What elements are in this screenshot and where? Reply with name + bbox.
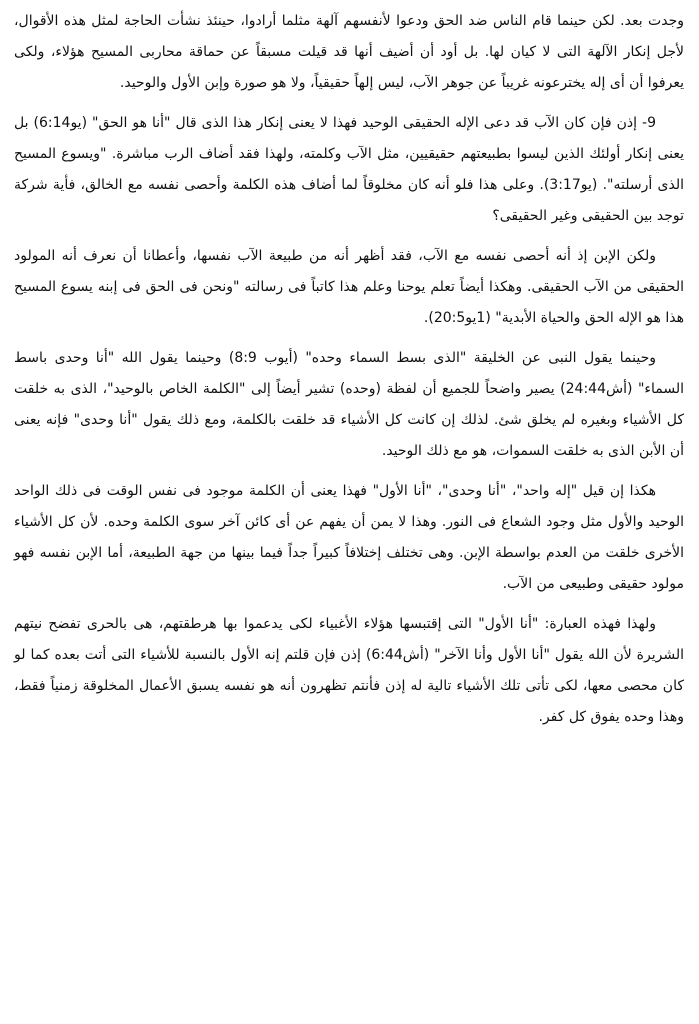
paragraph-5: هكذا إن قيل "إله واحد"، "أنا وحدى"، "أنا الأول" فهذا يعنى أن الكلمة موجود فى نفس الوقت فى ذلك الواحد الوحيد والأول مثل وجود الشعاع فى النور. وهذا لا يمن أن يفهم عن أى كائن آخر سوى الكلمة وحده. لأن كل الأشياء الأخرى خلقت من العدم بواسطة الإبن. وهى تختلف إختلافاً كبيراً جداً فيما بينها من جهة الطبيعة، أما الإبن نفسه فهو مولود حقيقى وطبيعى من الآب.: [14, 483, 684, 592]
paragraph-6: ولهذا فهذه العبارة: "أنا الأول" التى إقتبسها هؤلاء الأغبياء لكى يدعموا بها هرطقتهم، هى بالحرى تفضح نيتهم الشريرة لأن الله يقول "أنا الأول وأنا الآخر" (أش6:44) إذن فإن قلتم إنه الأول بالنسبة للأشياء التى أتت بعده كما لو كان محصى معها، لكى تأتى تلك الأشياء تالية له إذن فأنتم تظهرون أنه هو نفسه يسبق الأعمال المخلوقة زمنياً فقط، وهذا وحده يفوق كل كفر.: [14, 616, 684, 725]
paragraph-2: 9- إذن فإن كان الآب قد دعى الإله الحقيقى الوحيد فهذا لا يعنى إنكار هذا الذى قال "أنا هو الحق" (يو6:14) بل يعنى إنكار أولئك الذين ليسوا بطبيعتهم حقيقيين، مثل الآب وكلمته، ولهذا فقد أضاف الرب مباشرة. "ويسوع المسيح الذى أرسلته". (يو3:17). وعلى هذا فلو أنه كان مخلوقاً لما أضاف هذه الكلمة وأحصى نفسه مع الخالق، فأية شركة توجد بين الحقيقى وغير الحقيقى؟: [14, 115, 684, 224]
paragraph-3: ولكن الإبن إذ أنه أحصى نفسه مع الآب، فقد أظهر أنه من طبيعة الآب نفسها، وأعطانا أن نعرف أنه المولود الحقيقى من الآب الحقيقى. وهكذا أيضاً تعلم يوحنا وعلم هذا كاتباً فى رسالته "ونحن فى الحق فى إبنه يسوع المسيح هذا هو الإله الحق والحياة الأبدية" (1يو20:5).: [14, 248, 684, 326]
document-page: [14, 6, 684, 733]
paragraph-1: وجدت بعد. لكن حينما قام الناس ضد الحق ودعوا لأنفسهم آلهة مثلما أرادوا، حينئذ نشأت الحاجة لمثل هذه الأقوال، لأجل إنكار الآلهة التى لا كيان لها. بل أود أن أضيف أنها قد قيلت مسبقاً عن حماقة محاربى المسيح هؤلاء، ولكى يعرفوا أن أى إله يخترعونه غريباً عن جوهر الآب، ليس إلهاً حقيقياً، ولا هو صورة وإبن الأول والوحيد.: [14, 13, 684, 91]
paragraph-4: وحينما يقول النبى عن الخليقة "الذى بسط السماء وحده" (أيوب 8:9) وحينما يقول الله "أنا وحدى باسط السماء" (أش24:44) يصير واضحاً للجميع أن لفظة (وحده) تشير أيضاً إلى "الكلمة الخاص بالوحيد"، الذى به خلقت كل الأشياء وبغيره لم يخلق شئ. لذلك إن كانت كل الأشياء قد خلقت بالكلمة، ومع ذلك يقول "أنا وحدى" فإنه يعنى أن الأبن الذى به خلقت السموات، هو مع ذلك الوحيد.: [14, 350, 684, 459]
